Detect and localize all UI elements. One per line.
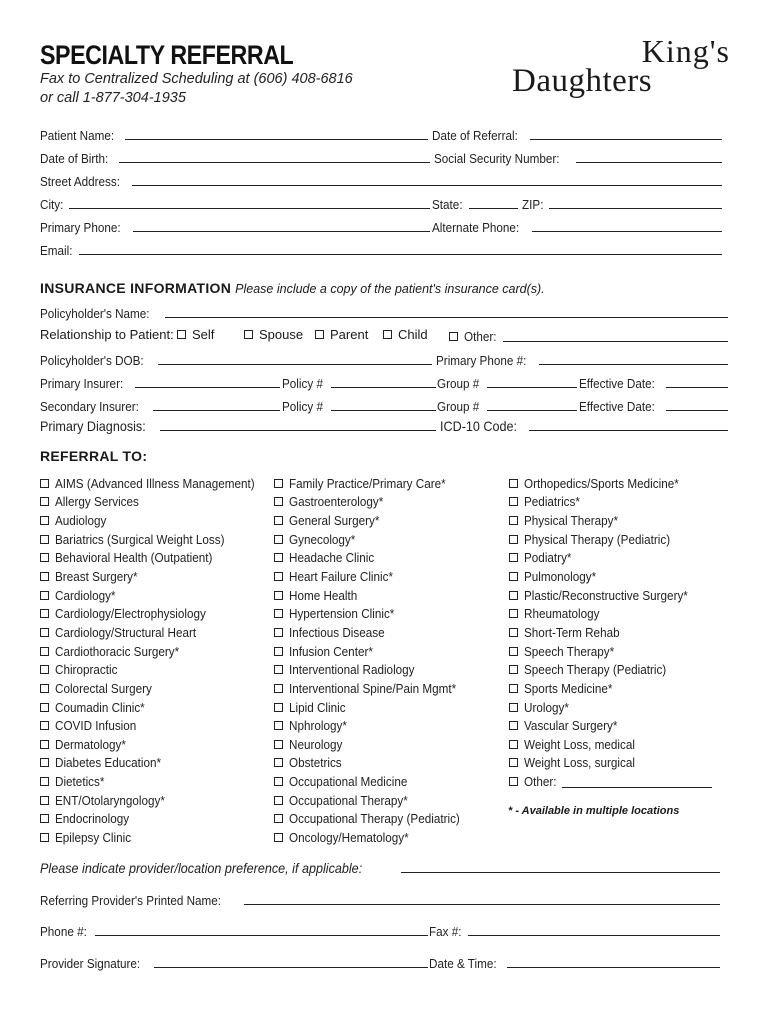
referral-option-label: Infectious Disease <box>289 624 385 640</box>
referral-option-label: COVID Infusion <box>55 718 137 734</box>
referral-option-label: Bariatrics (Surgical Weight Loss) <box>55 531 225 547</box>
provider-preference-field[interactable] <box>40 858 720 876</box>
referral-option-label: Audiology <box>55 513 107 529</box>
icd10-field[interactable] <box>440 416 728 434</box>
referral-option-label: Interventional Radiology <box>289 662 415 678</box>
checkbox-icon[interactable] <box>274 665 283 674</box>
primary-group-label: Group # <box>437 376 480 391</box>
referral-option[interactable] <box>274 754 479 773</box>
checkbox-icon[interactable] <box>274 497 283 506</box>
primary-effective-date-label: Effective Date: <box>579 376 655 391</box>
referral-option[interactable] <box>274 511 479 530</box>
secondary-effective-date-field[interactable] <box>579 396 728 414</box>
date-time-label: Date & Time: <box>429 956 497 971</box>
checkbox-icon[interactable] <box>40 721 49 730</box>
checkbox-icon[interactable] <box>274 553 283 562</box>
checkbox-icon[interactable] <box>40 628 49 637</box>
referral-option[interactable] <box>274 791 479 810</box>
referral-option-label: Home Health <box>289 587 358 603</box>
referral-option[interactable] <box>274 735 479 754</box>
checkbox-icon[interactable] <box>40 479 49 488</box>
checkbox-icon[interactable] <box>274 628 283 637</box>
referral-option[interactable] <box>274 586 479 605</box>
checkbox-icon[interactable] <box>509 628 518 637</box>
referral-option[interactable] <box>274 716 479 735</box>
ssn-label: Social Security Number: <box>434 151 560 166</box>
city-label: City: <box>40 197 64 212</box>
referral-option[interactable] <box>509 474 712 493</box>
checkbox-icon[interactable] <box>40 777 49 786</box>
primary-insurer-label: Primary Insurer: <box>40 376 124 391</box>
policyholder-dob-label: Policyholder's DOB: <box>40 353 144 368</box>
checkbox-icon[interactable] <box>509 777 518 786</box>
referral-option-label: Infusion Center* <box>289 643 373 659</box>
referral-option-label: Other: <box>524 774 557 790</box>
referral-option-label: Family Practice/Primary Care* <box>289 475 446 491</box>
insurance-note: Please include a copy of the patient's insurance card(s). <box>235 282 545 296</box>
secondary-policy-label: Policy # <box>282 399 323 414</box>
secondary-group-label: Group # <box>437 399 480 414</box>
referral-option-label: Physical Therapy* <box>524 513 619 529</box>
checkbox-icon[interactable] <box>40 535 49 544</box>
alternate-phone-field[interactable] <box>432 217 722 235</box>
checkbox-icon[interactable] <box>274 740 283 749</box>
referral-option-label: Speech Therapy* <box>524 643 615 659</box>
referral-column-2 <box>274 474 479 847</box>
referral-option[interactable] <box>509 493 712 512</box>
checkbox-icon[interactable] <box>40 497 49 506</box>
referral-option[interactable] <box>509 586 712 605</box>
referral-option[interactable] <box>274 679 479 698</box>
checkbox-icon[interactable] <box>274 777 283 786</box>
referral-option[interactable] <box>40 511 277 530</box>
referral-option[interactable] <box>274 530 479 549</box>
checkbox-icon[interactable] <box>274 516 283 525</box>
checkbox-icon[interactable] <box>509 665 518 674</box>
primary-insurer-field[interactable] <box>40 373 280 391</box>
referral-option[interactable] <box>40 791 277 810</box>
checkbox-icon[interactable] <box>509 684 518 693</box>
referral-option-label: Hypertension Clinic* <box>289 606 395 622</box>
date-time-field[interactable] <box>429 953 720 971</box>
referral-column-1 <box>40 474 277 847</box>
referral-option-label: Diabetes Education* <box>55 755 162 771</box>
referral-option-label: Gastroenterology* <box>289 494 384 510</box>
date-of-referral-label: Date of Referral: <box>432 128 518 143</box>
other-specialty-line[interactable] <box>562 776 712 788</box>
checkbox-icon[interactable] <box>274 609 283 618</box>
referral-option-label: Nphrology* <box>289 718 347 734</box>
rel-parent-checkbox[interactable]: Parent <box>315 327 368 342</box>
provider-phone-field[interactable] <box>40 921 428 939</box>
referral-option-label: Podiatry* <box>524 550 572 566</box>
referral-option-label: Interventional Spine/Pain Mgmt* <box>289 680 457 696</box>
patient-name-label: Patient Name: <box>40 128 115 143</box>
checkbox-icon[interactable] <box>40 833 49 842</box>
primary-effective-date-field[interactable] <box>579 373 728 391</box>
insurance-heading-text: INSURANCE INFORMATION <box>40 280 232 296</box>
street-address-field[interactable] <box>40 171 722 189</box>
referral-option-label: Cardiology* <box>55 587 116 603</box>
referral-option[interactable] <box>509 660 712 679</box>
policyholder-dob-field[interactable] <box>40 350 432 368</box>
checkbox-icon[interactable] <box>509 721 518 730</box>
referring-provider-name-label: Referring Provider's Printed Name: <box>40 893 222 908</box>
checkbox-icon[interactable] <box>40 572 49 581</box>
referral-option[interactable] <box>274 604 479 623</box>
referral-option-label: ENT/Otolaryngology* <box>55 792 165 808</box>
referral-option[interactable] <box>40 493 277 512</box>
logo-line-2: Daughters <box>512 63 653 99</box>
checkbox-icon[interactable] <box>40 591 49 600</box>
referral-option-label: Oncology/Hematology* <box>289 829 409 845</box>
referring-provider-name-field[interactable] <box>40 890 720 908</box>
referral-option[interactable] <box>40 586 277 605</box>
referral-option[interactable] <box>40 567 277 586</box>
checkbox-icon[interactable] <box>509 479 518 488</box>
referral-option-label: Speech Therapy (Pediatric) <box>524 662 667 678</box>
referral-option-label: Cardiology/Structural Heart <box>55 624 197 640</box>
checkbox-icon[interactable] <box>509 535 518 544</box>
referral-option-label: Dermatology* <box>55 736 126 752</box>
dob-label: Date of Birth: <box>40 151 109 166</box>
checkbox-icon[interactable] <box>274 721 283 730</box>
checkbox-icon[interactable] <box>274 814 283 823</box>
zip-field[interactable] <box>522 194 722 212</box>
checkbox-icon[interactable] <box>40 703 49 712</box>
alternate-phone-label: Alternate Phone: <box>432 220 520 235</box>
referral-option[interactable] <box>40 679 277 698</box>
referral-option[interactable] <box>40 754 277 773</box>
referral-option-label: Behavioral Health (Outpatient) <box>55 550 213 566</box>
referral-option[interactable] <box>40 642 277 661</box>
referral-option[interactable] <box>274 493 479 512</box>
checkbox-icon[interactable] <box>40 740 49 749</box>
primary-group-field[interactable] <box>437 373 577 391</box>
referral-option-label: Occupational Therapy (Pediatric) <box>289 811 460 827</box>
referral-option[interactable] <box>40 623 277 642</box>
referral-option-label: Gynecology* <box>289 531 356 547</box>
referral-option[interactable] <box>509 642 712 661</box>
secondary-insurer-label: Secondary Insurer: <box>40 399 139 414</box>
checkbox-icon[interactable] <box>274 703 283 712</box>
checkbox-icon[interactable] <box>509 497 518 506</box>
checkbox-icon[interactable] <box>274 591 283 600</box>
rel-other-field[interactable] <box>449 327 728 345</box>
checkbox-icon[interactable] <box>274 796 283 805</box>
checkbox-icon[interactable] <box>40 796 49 805</box>
referral-option[interactable] <box>40 660 277 679</box>
referral-option-label: Pediatrics* <box>524 494 580 510</box>
relationship-label: Relationship to Patient: <box>40 327 174 342</box>
referral-option[interactable] <box>274 698 479 717</box>
primary-phone-label: Primary Phone: <box>40 220 121 235</box>
referral-option[interactable] <box>40 735 277 754</box>
referral-option-label: Breast Surgery* <box>55 569 138 585</box>
checkbox-icon[interactable] <box>509 609 518 618</box>
referral-option-label: Colorectal Surgery <box>55 680 152 696</box>
checkbox-icon[interactable] <box>274 647 283 656</box>
referral-option-label: Occupational Therapy* <box>289 792 408 808</box>
referral-option[interactable] <box>274 642 479 661</box>
checkbox-icon[interactable] <box>40 684 49 693</box>
email-label: Email: <box>40 243 73 258</box>
referral-option-label: Lipid Clinic <box>289 699 346 715</box>
date-of-referral-field[interactable] <box>432 125 722 143</box>
provider-signature-label: Provider Signature: <box>40 956 141 971</box>
referral-option[interactable] <box>509 698 712 717</box>
referral-option-label: Vascular Surgery* <box>524 718 618 734</box>
primary-policy-label: Policy # <box>282 376 323 391</box>
checkbox-icon[interactable] <box>509 740 518 749</box>
insurance-phone-label: Primary Phone #: <box>436 353 527 368</box>
primary-diagnosis-field[interactable] <box>40 416 436 434</box>
referral-option-label: Heart Failure Clinic* <box>289 569 394 585</box>
checkbox-icon[interactable] <box>509 553 518 562</box>
referral-option[interactable] <box>509 679 712 698</box>
rel-spouse-checkbox[interactable]: Spouse <box>244 327 303 342</box>
checkbox-icon[interactable] <box>274 535 283 544</box>
street-address-label: Street Address: <box>40 174 121 189</box>
referral-option[interactable] <box>40 716 277 735</box>
referral-option[interactable] <box>40 530 277 549</box>
referral-option[interactable] <box>40 828 277 847</box>
checkbox-icon[interactable] <box>509 647 518 656</box>
provider-phone-label: Phone #: <box>40 924 87 939</box>
city-field[interactable] <box>40 194 430 212</box>
checkbox-icon[interactable] <box>274 758 283 767</box>
checkbox-icon[interactable] <box>509 516 518 525</box>
referral-option[interactable] <box>274 772 479 791</box>
secondary-policy-field[interactable] <box>282 396 436 414</box>
referral-option[interactable] <box>509 549 712 568</box>
primary-policy-field[interactable] <box>282 373 436 391</box>
referral-option[interactable] <box>274 660 479 679</box>
referral-option-label: AIMS (Advanced Illness Management) <box>55 475 255 491</box>
referral-option[interactable] <box>509 716 712 735</box>
checkbox-icon[interactable] <box>509 591 518 600</box>
referral-option[interactable] <box>509 567 712 586</box>
referral-option-label: Pulmonology* <box>524 569 597 585</box>
checkbox-icon[interactable] <box>40 516 49 525</box>
referral-option-label: Orthopedics/Sports Medicine* <box>524 475 679 491</box>
referral-option-label: Occupational Medicine <box>289 774 408 790</box>
provider-fax-field[interactable] <box>429 921 720 939</box>
policyholder-name-field[interactable] <box>40 303 728 321</box>
logo-line-1: King's <box>641 33 730 69</box>
checkbox-icon[interactable] <box>274 684 283 693</box>
referral-option-label: Epilepsy Clinic <box>55 829 132 845</box>
referral-option[interactable] <box>274 567 479 586</box>
insurance-heading <box>40 280 545 296</box>
primary-phone-field[interactable] <box>40 217 430 235</box>
referral-option[interactable] <box>40 772 277 791</box>
checkbox-icon[interactable] <box>274 479 283 488</box>
referral-option[interactable] <box>40 698 277 717</box>
provider-preference-label: Please indicate provider/location preference, if applicable: <box>40 860 363 876</box>
referral-option-label: Cardiothoracic Surgery* <box>55 643 180 659</box>
referral-option[interactable] <box>509 511 712 530</box>
email-field[interactable] <box>40 240 722 258</box>
insurance-phone-field[interactable] <box>436 350 728 368</box>
referral-option-label: Endocrinology <box>55 811 130 827</box>
checkbox-icon[interactable] <box>509 703 518 712</box>
referral-option[interactable] <box>274 828 479 847</box>
checkbox-icon[interactable] <box>40 647 49 656</box>
availability-footnote: * - Available in multiple locations <box>508 805 680 817</box>
rel-other-label: Other: <box>464 328 497 344</box>
referral-option[interactable] <box>40 810 277 829</box>
zip-label: ZIP: <box>522 197 544 212</box>
kings-daughters-logo <box>512 33 732 103</box>
referral-option-label: Urology* <box>524 699 569 715</box>
referral-option-label: Cardiology/Electrophysiology <box>55 606 206 622</box>
rel-child-checkbox[interactable]: Child <box>383 327 428 342</box>
form-title: SPECIALTY REFERRAL <box>40 40 294 70</box>
referral-column-3 <box>509 474 712 791</box>
referral-option-label: Short-Term Rehab <box>524 624 620 640</box>
referral-option[interactable] <box>40 474 277 493</box>
referral-option-label: Obstetrics <box>289 755 342 771</box>
checkbox-icon[interactable] <box>40 665 49 674</box>
checkbox-icon[interactable] <box>509 572 518 581</box>
referral-option[interactable] <box>509 604 712 623</box>
policyholder-name-label: Policyholder's Name: <box>40 306 150 321</box>
call-instruction: or call 1-877-304-1935 <box>40 90 186 106</box>
referral-option[interactable] <box>509 735 712 754</box>
referral-option[interactable] <box>509 772 712 791</box>
referral-option[interactable] <box>274 549 479 568</box>
referral-option-label: Weight Loss, medical <box>524 736 635 752</box>
secondary-insurer-field[interactable] <box>40 396 280 414</box>
icd10-label: ICD-10 Code: <box>440 418 518 434</box>
provider-signature-field[interactable] <box>40 953 428 971</box>
referral-option-label: General Surgery* <box>289 513 380 529</box>
ssn-field[interactable] <box>434 148 722 166</box>
checkbox-icon[interactable] <box>274 833 283 842</box>
referral-option-label: Chiropractic <box>55 662 118 678</box>
referral-option[interactable] <box>274 623 479 642</box>
referral-option-label: Weight Loss, surgical <box>524 755 635 771</box>
referral-option-label: Allergy Services <box>55 494 139 510</box>
referral-option-label: Dietetics* <box>55 774 105 790</box>
fax-instruction: Fax to Centralized Scheduling at (606) 408-6816 <box>40 71 353 87</box>
referral-option[interactable] <box>40 604 277 623</box>
referral-option-label: Sports Medicine* <box>524 680 613 696</box>
checkbox-icon[interactable] <box>274 572 283 581</box>
checkbox-icon[interactable] <box>40 553 49 562</box>
state-field[interactable] <box>432 194 518 212</box>
checkbox-icon[interactable] <box>40 609 49 618</box>
checkbox-icon[interactable] <box>40 814 49 823</box>
referral-option[interactable] <box>274 474 479 493</box>
secondary-effective-date-label: Effective Date: <box>579 399 655 414</box>
referral-option[interactable] <box>509 754 712 773</box>
referral-option-label: Coumadin Clinic* <box>55 699 145 715</box>
referral-option-label: Neurology <box>289 736 343 752</box>
dob-field[interactable] <box>40 148 430 166</box>
patient-name-field[interactable] <box>40 125 428 143</box>
referral-option-label: Headache Clinic <box>289 550 375 566</box>
state-label: State: <box>432 197 463 212</box>
rel-self-checkbox[interactable]: Self <box>177 327 214 342</box>
referral-option[interactable] <box>274 810 479 829</box>
secondary-group-field[interactable] <box>437 396 577 414</box>
referral-heading: REFERRAL TO: <box>40 448 148 464</box>
referral-option[interactable] <box>509 623 712 642</box>
primary-diagnosis-label: Primary Diagnosis: <box>40 418 146 434</box>
checkbox-icon[interactable] <box>40 758 49 767</box>
referral-option[interactable] <box>509 530 712 549</box>
checkbox-icon[interactable] <box>509 758 518 767</box>
referral-option-label: Plastic/Reconstructive Surgery* <box>524 587 688 603</box>
referral-option-label: Rheumatology <box>524 606 600 622</box>
referral-option[interactable] <box>40 549 277 568</box>
provider-fax-label: Fax #: <box>429 924 462 939</box>
referral-option-label: Physical Therapy (Pediatric) <box>524 531 671 547</box>
